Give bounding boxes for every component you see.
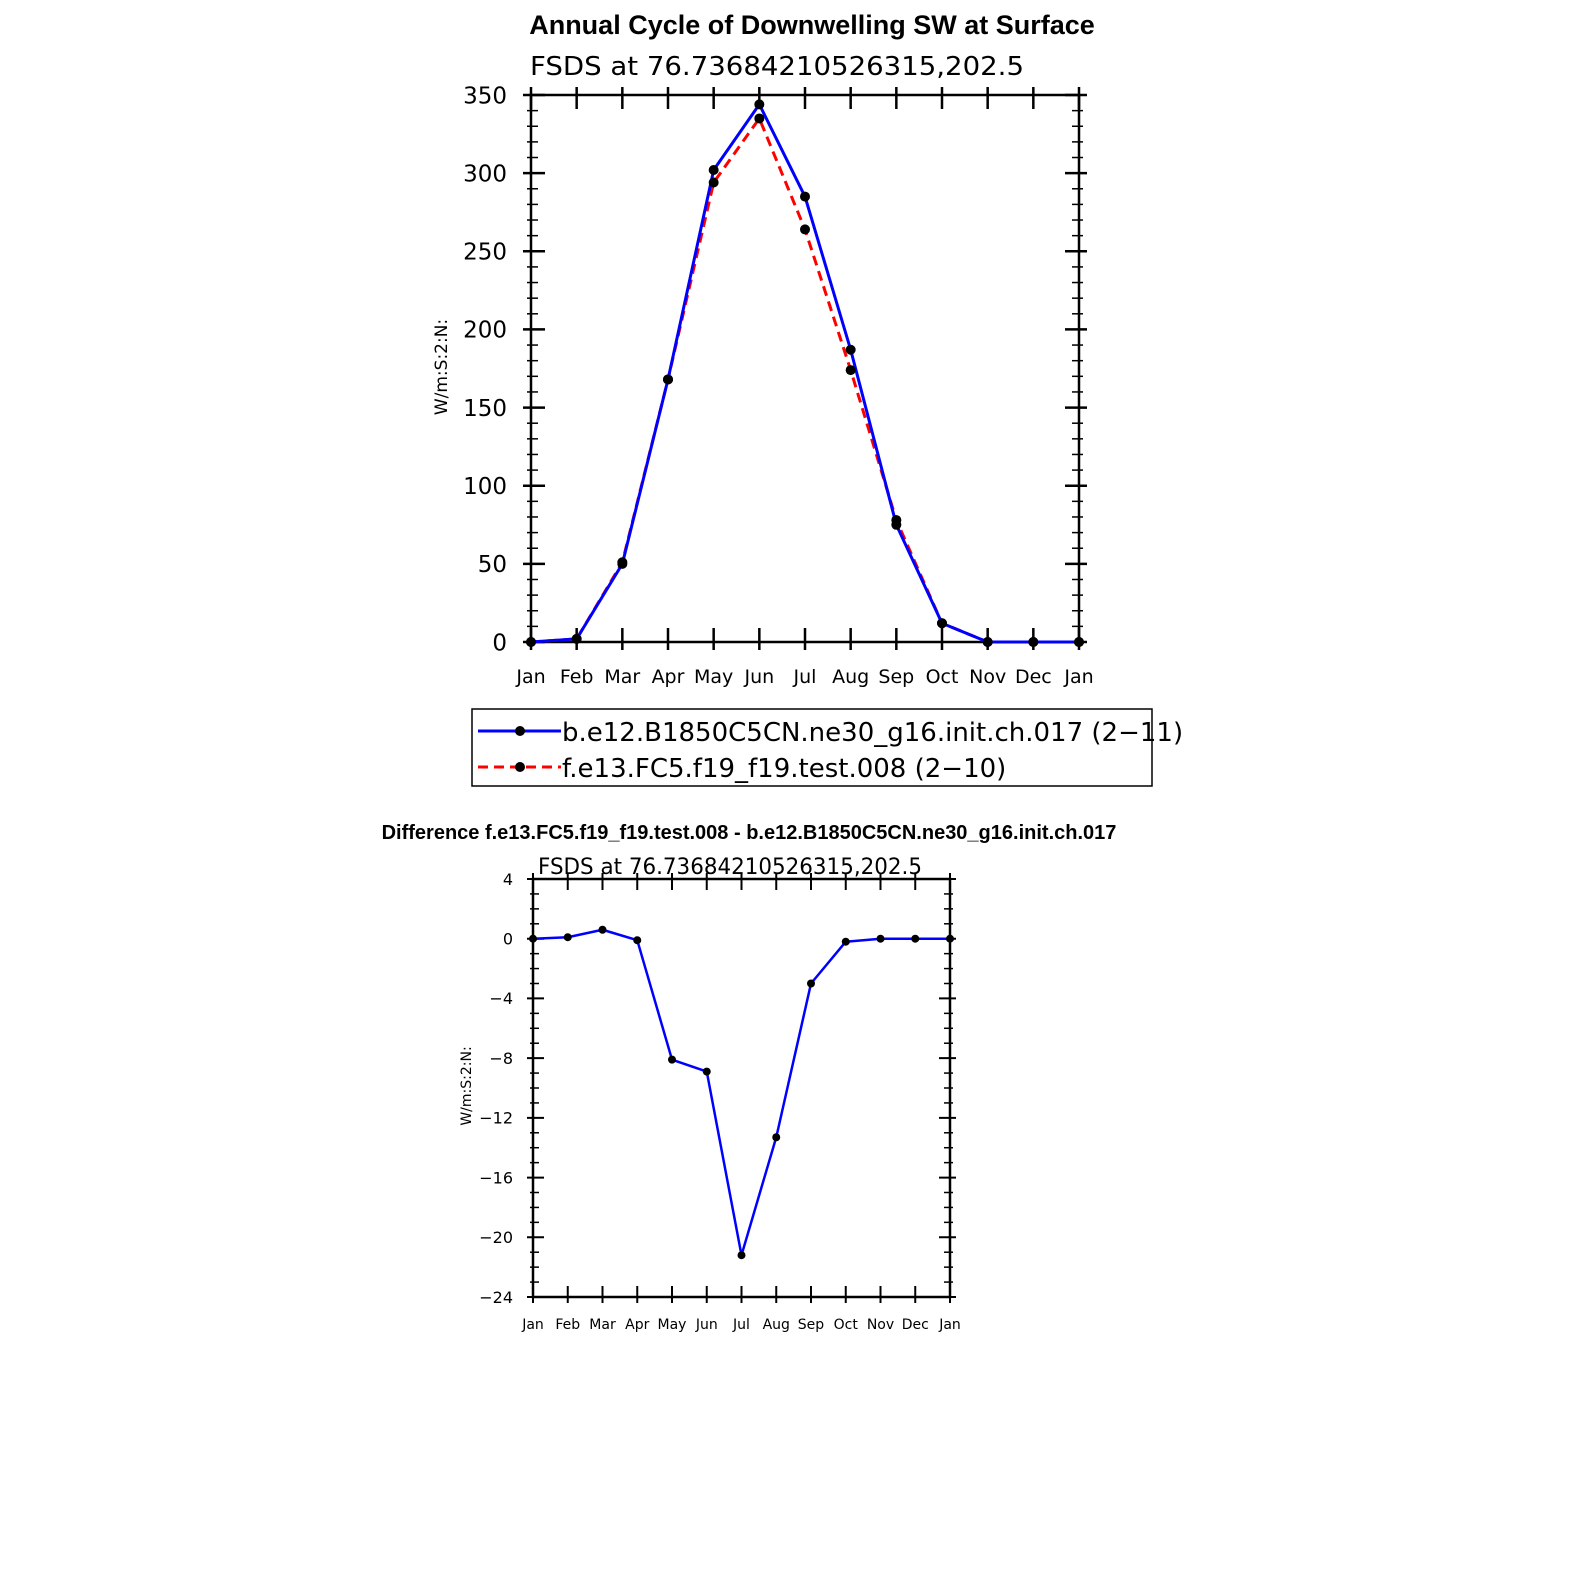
legend-series-1-label: b.e12.B1850C5CN.ne30_g16.init.ch.017 (2−11)	[562, 718, 1184, 748]
chart-2-series-1-point	[668, 1056, 676, 1064]
chart-1-series-2-point	[663, 374, 673, 384]
chart-2-x-tick-label: Jul	[733, 1317, 750, 1333]
chart-2-x-tick-label: May	[657, 1317, 687, 1333]
chart-1-series-1-point	[754, 99, 764, 109]
chart-2-series-1-point	[772, 1133, 780, 1141]
chart-1-x-tick-label: Jan	[516, 666, 546, 688]
chart-1-series-2-point	[1028, 637, 1038, 647]
chart-1-plot-area	[463, 83, 1094, 688]
chart-1-x-tick-label: Dec	[1014, 666, 1052, 688]
chart-2-series-1-line	[533, 930, 950, 1255]
chart-1-y-tick-label: 200	[463, 317, 507, 344]
chart-2-frame	[533, 879, 950, 1297]
chart-2-series-1-point	[633, 936, 641, 944]
chart-1-x-tick-label: May	[694, 666, 734, 688]
chart-2-series-1-point	[564, 933, 572, 941]
chart-1-frame	[531, 95, 1079, 642]
chart-2-series-1-point	[529, 935, 537, 943]
chart-2-x-tick-label: Dec	[901, 1317, 929, 1333]
chart-1-x-tick-label: Nov	[969, 666, 1007, 688]
chart-1-series-1-point	[846, 345, 856, 355]
chart-1-x-tick-label: Aug	[832, 666, 870, 688]
chart-2-y-tick-label: −24	[479, 1287, 513, 1307]
chart-2-y-tick-label: −20	[479, 1228, 513, 1248]
chart-1-subtitle: FSDS at 76.73684210526315,202.5	[530, 52, 1024, 82]
chart-1-series-2-point	[800, 224, 810, 234]
legend-series-1-marker	[515, 726, 525, 736]
chart-1-y-tick-label: 0	[492, 630, 507, 657]
chart-2-y-tick-label: −8	[489, 1048, 513, 1068]
chart-2-x-tick-label: Jun	[695, 1317, 718, 1333]
chart-1-series-2-point	[937, 618, 947, 628]
chart-2-x-tick-label: Feb	[555, 1317, 581, 1333]
chart-2-series-1-point	[946, 935, 954, 943]
chart-2-x-tick-label: Sep	[797, 1317, 825, 1333]
chart-1-x-tick-label: Jun	[744, 666, 775, 688]
chart-1-x-tick-label: Jul	[793, 666, 817, 688]
chart-2-series-1-point	[703, 1068, 711, 1076]
chart-2-series-1-point	[842, 938, 850, 946]
chart-2-series-1-point	[877, 935, 885, 943]
chart-2-title: Difference f.e13.FC5.f19_f19.test.008 - b.e12.B1850C5CN.ne30_g16.init.ch.017	[381, 822, 1117, 844]
chart-1-series-2-point	[1074, 637, 1084, 647]
chart-1-series-1-point	[709, 165, 719, 175]
chart-1-series-2-point	[891, 515, 901, 525]
chart-1-series-2-point	[572, 634, 582, 644]
chart-1-series-2-point	[526, 637, 536, 647]
chart-1-series-1-point	[800, 192, 810, 202]
chart-2-y-tick-label: 0	[502, 929, 513, 949]
chart-1-y-tick-label: 250	[463, 239, 507, 266]
chart-1-series-2-point	[983, 637, 993, 647]
chart-1-x-tick-label: Feb	[559, 666, 594, 688]
chart-1-x-tick-label: Sep	[878, 666, 915, 688]
chart-2-y-tick-label: −4	[489, 989, 513, 1009]
chart-1-y-tick-label: 350	[463, 83, 507, 110]
chart-2-series-1-point	[911, 935, 919, 943]
chart-1-series-1-line	[531, 104, 1079, 642]
chart-2-x-tick-label: Aug	[762, 1317, 790, 1333]
chart-2-y-tick-label: −16	[479, 1168, 513, 1188]
legend-series-2-marker	[515, 762, 525, 772]
chart-2-x-tick-label: Nov	[866, 1317, 895, 1333]
chart-1-x-tick-label: Oct	[925, 666, 959, 688]
chart-1-series-2-point	[709, 178, 719, 188]
chart-1-series-2-point	[754, 113, 764, 123]
chart-2-series-1-point	[807, 980, 815, 988]
chart-1-series-2-point	[846, 365, 856, 375]
chart-1-y-tick-label: 150	[463, 395, 507, 422]
chart-2-series-1-point	[738, 1251, 746, 1259]
chart-1-title: Annual Cycle of Downwelling SW at Surface	[529, 10, 1095, 40]
chart-2-ylabel: W/m:S:2:N:	[459, 1046, 475, 1126]
chart-1-legend	[472, 709, 1183, 786]
chart-2-subtitle: FSDS at 76.73684210526315,202.5	[538, 855, 922, 880]
chart-1-y-tick-label: 300	[463, 161, 507, 188]
chart-2-y-tick-label: 4	[502, 869, 513, 889]
chart-1-x-tick-label: Jan	[1064, 666, 1094, 688]
chart-1-x-tick-label: Apr	[651, 666, 685, 688]
legend-series-2-label: f.e13.FC5.f19_f19.test.008 (2−10)	[562, 754, 1007, 784]
chart-1-ylabel: W/m:S:2:N:	[432, 318, 452, 416]
chart-1-y-tick-label: 50	[477, 552, 507, 579]
chart-1-y-tick-label: 100	[463, 473, 507, 500]
chart-2-plot-area	[479, 870, 961, 1333]
chart-2-x-tick-label: Oct	[833, 1317, 858, 1333]
chart-2-y-tick-label: −12	[479, 1108, 513, 1128]
chart-2-x-tick-label: Jan	[522, 1317, 544, 1333]
chart-2-series-1-point	[599, 926, 607, 934]
chart-2-x-tick-label: Jan	[939, 1317, 961, 1333]
chart-1-x-tick-label: Mar	[604, 666, 641, 688]
chart-2-x-tick-label: Mar	[589, 1317, 616, 1333]
chart-2-x-tick-label: Apr	[625, 1317, 650, 1333]
chart-1-series-2-point	[617, 557, 627, 567]
